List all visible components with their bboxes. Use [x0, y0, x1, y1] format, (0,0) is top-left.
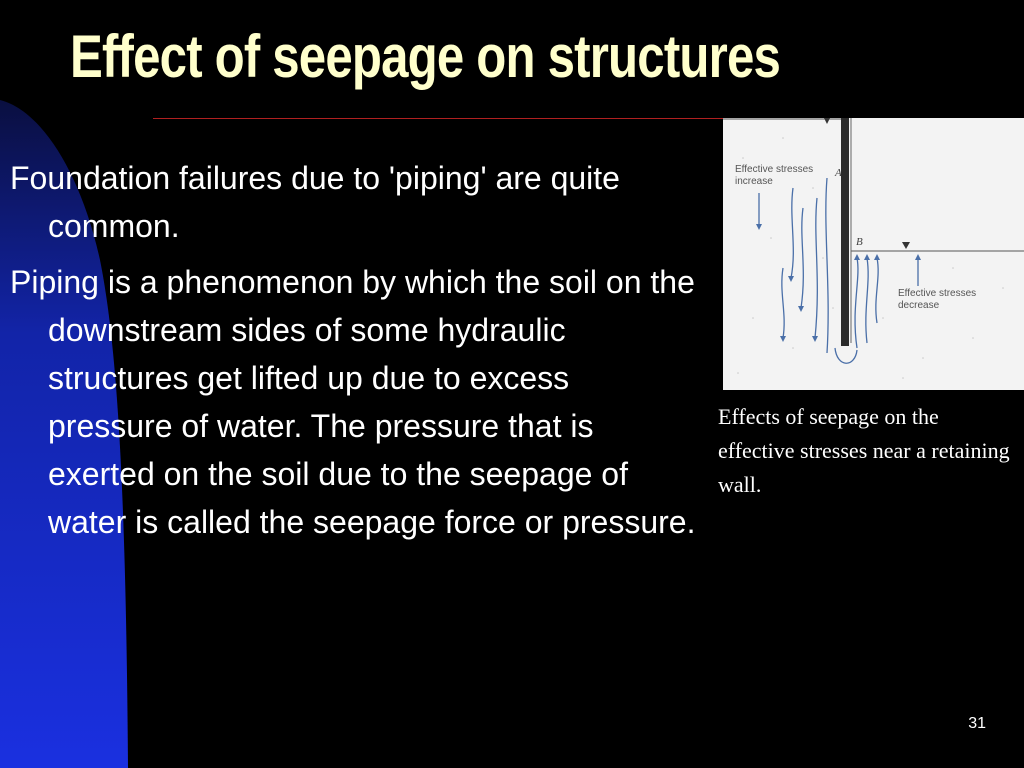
seepage-diagram [723, 118, 1024, 390]
label-effective-increase-2: increase [735, 176, 773, 187]
seepage-diagram-svg [723, 118, 1024, 390]
label-effective-increase-1: Effective stresses [735, 164, 814, 175]
point-b-label: B [856, 236, 863, 248]
upstream-water-marker [824, 118, 830, 124]
label-effective-decrease-1: Effective stresses [898, 288, 977, 299]
page-number: 31 [968, 715, 986, 732]
slide-body [10, 154, 700, 554]
retaining-wall [841, 118, 849, 346]
bullet-paragraph-2: Piping is a phenomenon by which the soil on the downstream sides of some hydraulic structures get lifted up due to excess pressure of water. The pressure that is exerted on the soil due to the seepage of water is called the seepage force or pressure. [10, 264, 696, 540]
flow-under-wall [835, 348, 857, 363]
slide-title: Effect of seepage on structures [70, 23, 781, 90]
downstream-water-marker [902, 242, 910, 249]
label-effective-decrease-2: decrease [898, 300, 940, 311]
bullet-paragraph-1: Foundation failures due to 'piping' are quite common. [10, 160, 620, 244]
upward-arrowheads [854, 254, 921, 260]
figure-caption: Effects of seepage on the effective stresses near a retaining wall. [718, 404, 1010, 497]
downward-arrowheads [756, 224, 818, 342]
downward-seepage-arrows [759, 178, 828, 353]
point-a-label: A [835, 167, 842, 179]
title-divider [153, 118, 728, 119]
